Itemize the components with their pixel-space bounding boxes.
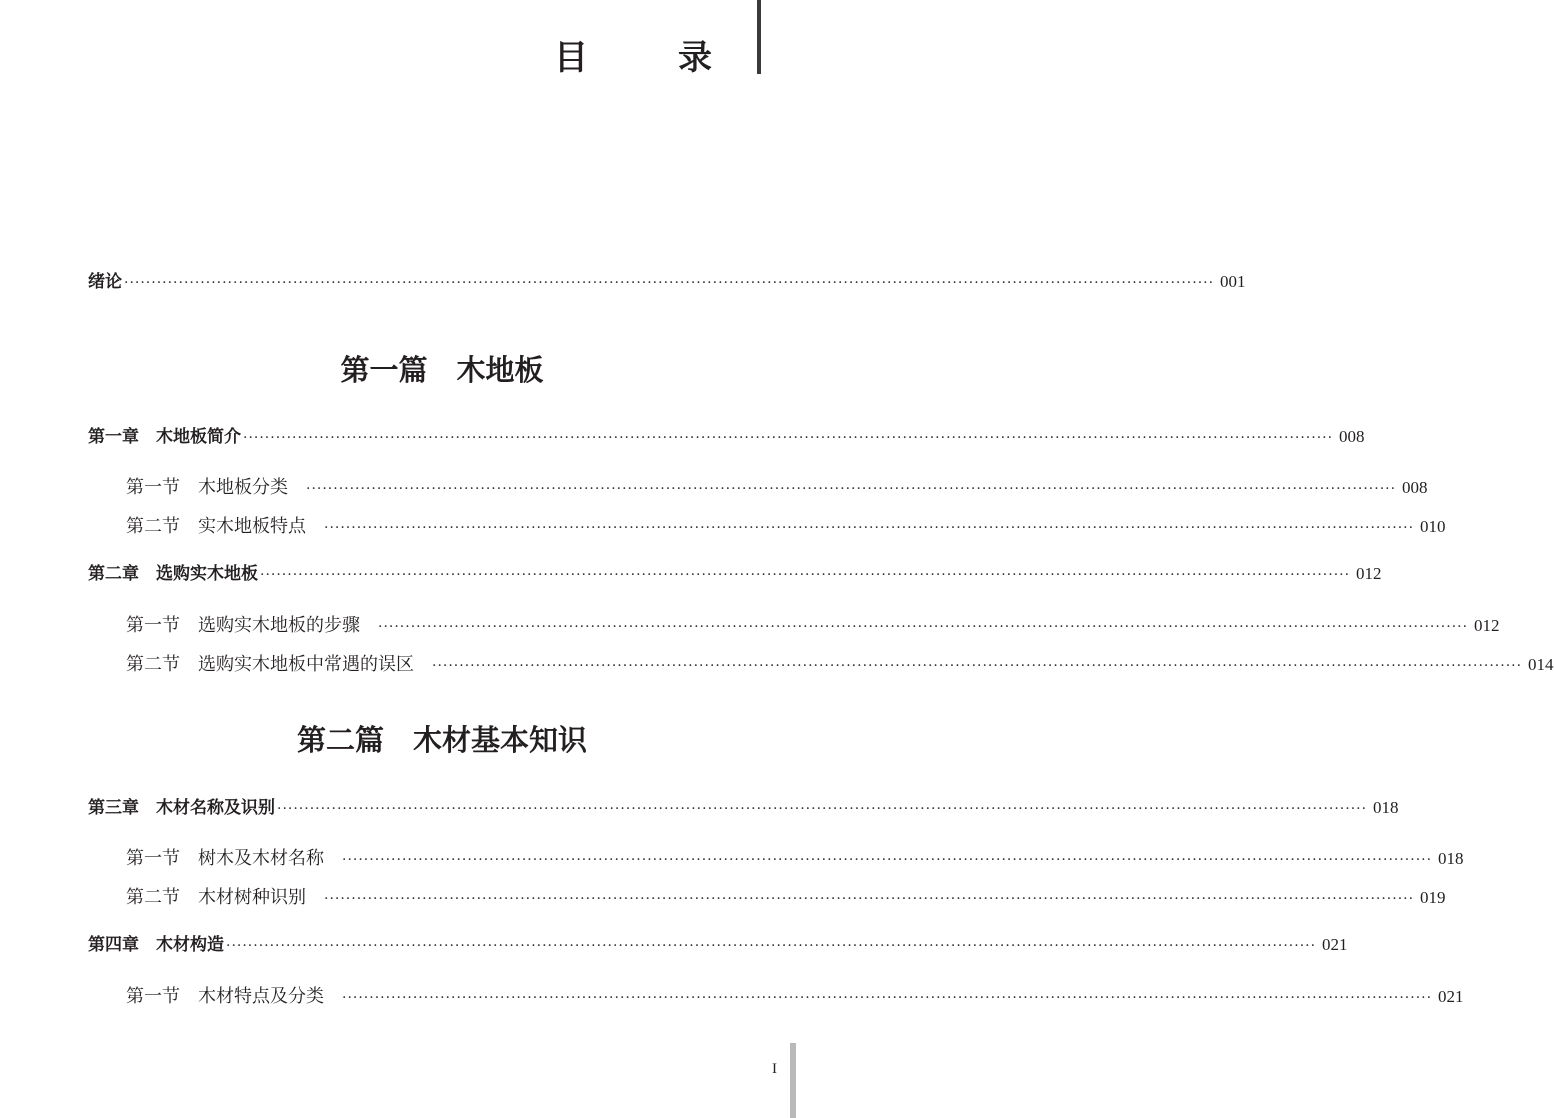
dot-leader: ········································································································································································································	[243, 430, 1334, 446]
toc-entry-chapter-4[interactable]	[88, 933, 1348, 958]
toc-entry-section[interactable]	[126, 614, 1500, 639]
dot-leader: ········································································································································································································	[324, 520, 1415, 536]
dot-leader: ········································································································································································································	[124, 275, 1215, 291]
toc-entry-section[interactable]	[126, 515, 1446, 540]
toc-entry-section[interactable]	[126, 653, 1554, 678]
dot-leader: ········································································································································································································	[260, 567, 1351, 583]
toc-page-number: 018	[1438, 849, 1464, 868]
toc-entry-label: 第一节 木材特点及分类	[126, 986, 324, 1007]
page-folio: I	[772, 1061, 777, 1077]
toc-page-number: 001	[1220, 272, 1246, 291]
dot-leader: ········································································································································································································	[277, 801, 1368, 817]
toc-page-number: 012	[1474, 616, 1500, 635]
dot-leader: ········································································································································································································	[432, 658, 1523, 674]
dot-leader: ········································································································································································································	[342, 990, 1433, 1006]
toc-entry-label: 第二节 选购实木地板中常遇的误区	[126, 654, 414, 675]
toc-page-number: 019	[1420, 888, 1446, 907]
dot-leader: ········································································································································································································	[226, 938, 1317, 954]
toc-entry-section[interactable]	[126, 847, 1464, 872]
toc-entry-intro[interactable]	[88, 270, 1246, 295]
part-heading-2: 第二篇 木材基本知识	[296, 723, 587, 757]
toc-entry-label: 第一章 木地板简介	[88, 427, 241, 447]
toc-entry-label: 第三章 木材名称及识别	[88, 798, 275, 818]
toc-page-number: 021	[1438, 987, 1464, 1006]
toc-entry-section[interactable]	[126, 476, 1428, 501]
toc-entry-label: 第一节 选购实木地板的步骤	[126, 615, 360, 636]
toc-page-number: 012	[1356, 564, 1382, 583]
toc-entry-label: 绪论	[88, 272, 122, 292]
dot-leader: ········································································································································································································	[342, 852, 1433, 868]
toc-entry-label: 第四章 木材构造	[88, 935, 224, 955]
toc-page-number: 021	[1322, 935, 1348, 954]
toc-page-number: 008	[1339, 427, 1365, 446]
dot-leader: ········································································································································································································	[324, 891, 1415, 907]
page-title: 目 录	[554, 38, 740, 78]
dot-leader: ········································································································································································································	[306, 481, 1397, 497]
toc-entry-chapter-3[interactable]	[88, 796, 1399, 821]
toc-page-number: 014	[1528, 655, 1554, 674]
toc-entry-label: 第二节 木材树种识别	[126, 887, 306, 908]
toc-entry-chapter-2[interactable]	[88, 562, 1382, 587]
toc-page-number: 010	[1420, 517, 1446, 536]
top-edge-rule	[757, 0, 761, 74]
toc-entry-label: 第一节 木地板分类	[126, 477, 288, 498]
toc-entry-label: 第二节 实木地板特点	[126, 516, 306, 537]
toc-entry-label: 第二章 选购实木地板	[88, 564, 258, 584]
dot-leader: ········································································································································································································	[378, 619, 1469, 635]
part-heading-1: 第一篇 木地板	[340, 353, 544, 387]
toc-page-number: 018	[1373, 798, 1399, 817]
toc-entry-chapter-1[interactable]	[88, 425, 1365, 450]
toc-entry-section[interactable]	[126, 886, 1446, 911]
bottom-edge-rule	[790, 1043, 796, 1118]
toc-page-number: 008	[1402, 478, 1428, 497]
toc-entry-section[interactable]	[126, 985, 1464, 1010]
toc-entry-label: 第一节 树木及木材名称	[126, 848, 324, 869]
